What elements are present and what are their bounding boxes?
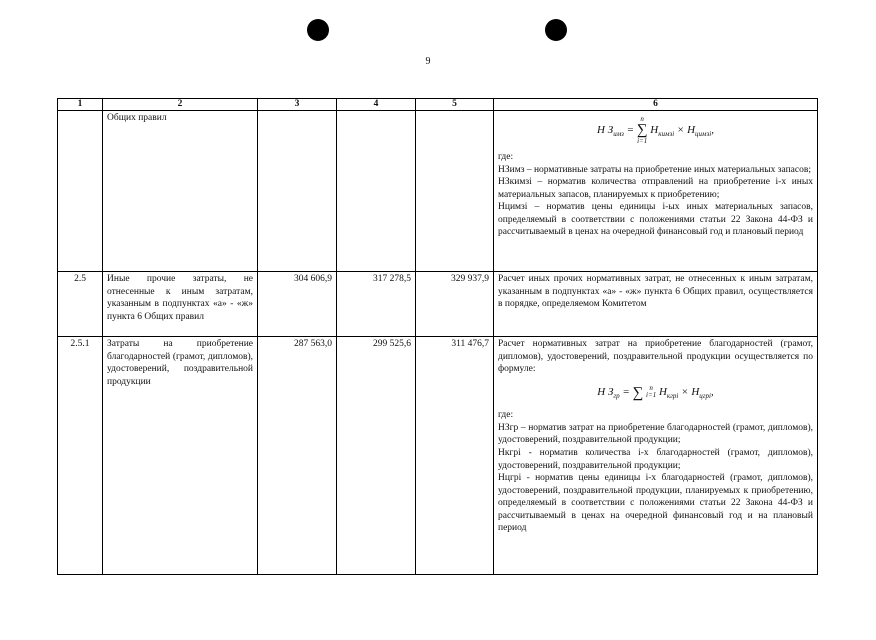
col-header: 3	[258, 99, 337, 111]
definition: НЗгр – норматив затрат на приобретение благодарностей (грамот, дипломов), удостоверений, поздравительной продукции;	[498, 422, 813, 446]
page-number: 9	[425, 56, 431, 67]
col-header: 1	[58, 99, 103, 111]
norm-costs-table	[57, 98, 818, 575]
definition: Нцгрi - норматив цены единицы i-х благодарностей (грамот, дипломов), удостоверений, поздравительной продукции, планируемых к приобретению, определяемый в соответствии с положениями статьи 22 Закона 44-ФЗ и рассчитываемый в ценах на очередной финансовый год и на плановый период	[498, 473, 813, 534]
cell-value: 287 563,0	[258, 337, 337, 575]
where-label: где:	[498, 152, 514, 162]
binder-hole-right	[545, 19, 567, 41]
cell-description: Расчет иных прочих нормативных затрат, не отнесенных к иным затратам, указанным в подпунктах «а» - «ж» пункта 6 Общих правил, осуществляется в порядке, определяемом Комитетом	[494, 272, 818, 337]
cell-value	[337, 111, 416, 272]
cell-code	[58, 111, 103, 272]
where-label: где:	[498, 410, 514, 421]
cell-value: 304 606,9	[258, 272, 337, 337]
definition: Нцимзi – норматив цены единицы i-ых иных материальных запасов, определяемый в соответствии с положениями статьи 22 Закона 44-ФЗ и рассчитываемый в ценах на очередной финансовый год и плановый период	[498, 202, 813, 238]
cell-code: 2.5.1	[58, 337, 103, 575]
cell-value: 329 937,9	[416, 272, 494, 337]
cell-name: Затраты на приобретение благодарностей (грамот, дипломов), удостоверений, поздравительной продукции	[103, 337, 258, 575]
cell-description	[494, 337, 818, 575]
cell-name: Иные прочие затраты, не отнесенные к иным затратам, указанным в подпунктах «а» - «ж» пункта 6 Общих правил	[103, 272, 258, 337]
col-header: 6	[494, 99, 818, 111]
cell-name: Общих правил	[103, 111, 258, 272]
definition: Нкгрi - норматив количества i-х благодарностей (грамот, дипломов), удостоверений, поздравительной продукции;	[498, 447, 813, 471]
formula-gr: Н $З_{гр}$ = ∑ n i=1 $Н_{кгрi} \times Н_{цгрi}$,	[597, 384, 714, 401]
cell-value	[258, 111, 337, 272]
table-row	[58, 337, 818, 575]
cell-value: 311 476,7	[416, 337, 494, 575]
col-header: 2	[103, 99, 258, 111]
cell-code: 2.5	[58, 272, 103, 337]
col-header: 5	[416, 99, 494, 111]
binder-hole-left	[307, 19, 329, 41]
cell-value	[416, 111, 494, 272]
formula-imz: Н $З_{имз}$ = n ∑ i=1 $Н_{кимзi} \times Н_{цимзi}$,	[597, 115, 714, 145]
cell-description	[494, 111, 818, 272]
definition: НЗкимзi – норматив количества отправлений на приобретение i-х иных материальных запасов, планируемых к приобретению;	[498, 177, 813, 200]
cell-value: 299 525,6	[337, 337, 416, 575]
col-header: 4	[337, 99, 416, 111]
cell-value: 317 278,5	[337, 272, 416, 337]
table-row	[58, 272, 818, 337]
header-row	[58, 99, 818, 111]
definition: НЗимз – нормативные затраты на приобретение иных материальных запасов;	[498, 164, 811, 175]
table-row	[58, 111, 818, 272]
intro-text: Расчет нормативных затрат на приобретение благодарностей (грамот, дипломов), удостоверений, поздравительной продукции осуществляется по формуле:	[498, 339, 813, 375]
